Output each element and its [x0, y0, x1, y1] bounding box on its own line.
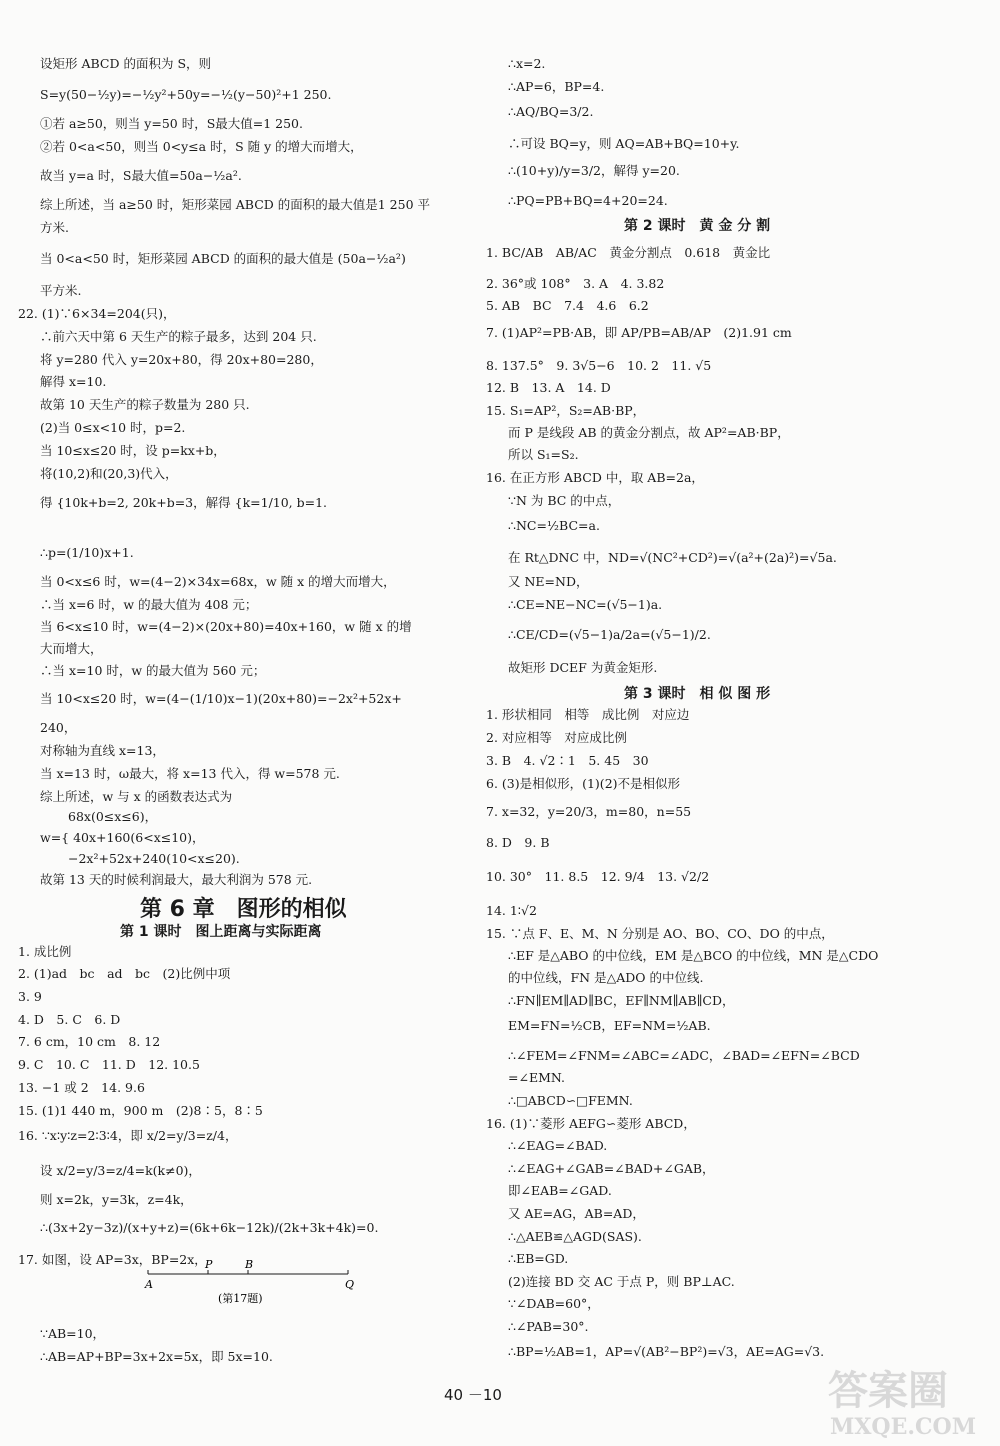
text-line: ∴AQ/BQ=3/2.: [508, 104, 594, 119]
figure-caption: (第17题): [218, 1292, 263, 1305]
text-line: ∴EF 是△ABO 的中位线，EM 是△BCO 的中位线，MN 是△CDO: [508, 948, 879, 963]
text-line: ∴∠PAB=30°.: [508, 1319, 589, 1334]
text-line: 7. 6 cm，10 cm 8. 12: [18, 1034, 161, 1049]
text-line: 1. 形状相同 相等 成比例 对应边: [486, 707, 690, 722]
text-line: 将(10,2)和(20,3)代入，: [40, 466, 178, 481]
text-line: 14. 1∶√2: [486, 903, 537, 918]
text-line: 9. C 10. C 11. D 12. 10.5: [18, 1057, 200, 1072]
text-line: (2)当 0≤x<10 时，p=2.: [40, 420, 186, 435]
text-line: ∴(3x+2y−3z)/(x+y+z)=(6k+6k−12k)/(2k+3k+4k)=0.: [40, 1220, 379, 1235]
text-line: 13. −1 或 2 14. 9.6: [18, 1080, 145, 1095]
text-line: 故矩形 DCEF 为黄金矩形.: [508, 660, 658, 675]
text-line: 2. 36°或 108° 3. A 4. 3.82: [486, 276, 665, 291]
text-line: ∴x=2.: [508, 56, 546, 71]
point-b-label: B: [245, 1258, 254, 1271]
text-line: 1. BC/AB AB/AC 黄金分割点 0.618 黄金比: [486, 245, 771, 260]
text-line: 平方米.: [40, 283, 82, 298]
text-line: 故第 13 天的时候利润最大，最大利润为 578 元.: [40, 872, 313, 887]
text-line: 故当 y=a 时，S最大值=50a−½a².: [40, 168, 242, 183]
text-line: 15. ∵点 F、E、M、N 分别是 AO、BO、CO、DO 的中点，: [486, 926, 834, 941]
text-line: ∴∠EAG+∠GAB=∠BAD+∠GAB，: [508, 1161, 715, 1176]
text-line: (2)连接 BD 交 AC 于点 P，则 BP⊥AC.: [508, 1274, 735, 1289]
text-line: EM=FN=½CB，EF=NM=½AB.: [508, 1018, 711, 1033]
text-line: ∴CE/CD=(√5−1)a/2a=(√5−1)/2.: [508, 627, 711, 642]
text-line: 6. (3)是相似形，(1)(2)不是相似形: [486, 776, 681, 791]
page-number: 40 －10: [444, 1386, 502, 1404]
text-line: =∠EMN.: [508, 1070, 565, 1085]
text-line: ∵N 为 BC 的中点，: [508, 493, 621, 508]
text-line: ∴EB=GD.: [508, 1251, 569, 1266]
text-line: 而 P 是线段 AB 的黄金分割点，故 AP²=AB·BP，: [508, 425, 790, 440]
text-line: 对称轴为直线 x=13，: [40, 743, 165, 758]
text-line: 16. (1)∵菱形 AEFG∽菱形 ABCD，: [486, 1116, 696, 1131]
text-line: 17. 如图，设 AP=3x，BP=2x，: [18, 1252, 207, 1267]
text-line: ∴△AEB≌△AGD(SAS).: [508, 1229, 642, 1244]
text-line: w={ 40x+160(6<x≤10)，: [40, 830, 205, 845]
text-line: ∴NC=½BC=a.: [508, 518, 600, 533]
text-line: ∴□ABCD∽□FEMN.: [508, 1093, 633, 1108]
text-line: 当 6<x≤10 时，w=(4−2)×(20x+80)=40x+160，w 随 x 的增: [40, 619, 412, 634]
text-line: 2. (1)ad bc ad bc (2)比例中项: [18, 966, 231, 981]
text-line: 12. B 13. A 14. D: [486, 380, 611, 395]
text-line: ∴当 x=10 时，w 的最大值为 560 元；: [40, 663, 266, 678]
text-line: S=y(50−½y)=−½y²+50y=−½(y−50)²+1 250.: [40, 87, 332, 102]
segment-figure: [145, 1258, 408, 1306]
text-line: 当 x=13 时，ω最大，将 x=13 代入，得 w=578 元.: [40, 766, 340, 781]
text-line: ∵AB=10，: [40, 1326, 106, 1341]
text-line: ∴当 x=6 时，w 的最大值为 408 元；: [40, 597, 258, 612]
text-line: 1. 成比例: [18, 944, 72, 959]
text-line: 3. 9: [18, 989, 42, 1004]
text-line: 16. ∵x∶y∶z=2∶3∶4，即 x/2=y/3=z/4，: [18, 1128, 238, 1143]
text-line: 15. S₁=AP²，S₂=AB·BP，: [486, 403, 646, 418]
text-line: ∴PQ=PB+BQ=4+20=24.: [508, 193, 668, 208]
text-line: ∴(10+y)/y=3/2，解得 y=20.: [508, 163, 680, 178]
text-line: 7. x=32，y=20/3，m=80，n=55: [486, 804, 692, 819]
text-line: 4. D 5. C 6. D: [18, 1012, 121, 1027]
text-line: 的中位线，FN 是△ADO 的中位线.: [508, 970, 704, 985]
lesson-title: 第 2 课时 黄 金 分 割: [624, 218, 771, 234]
text-line: ∴p=(1/10)x+1.: [40, 545, 134, 560]
text-line: −2x²+52x+240(10<x≤20).: [68, 851, 240, 866]
text-line: ∴前六天中第 6 天生产的粽子最多，达到 204 只.: [40, 329, 317, 344]
text-line: 3. B 4. √2∶1 5. 45 30: [486, 753, 649, 768]
text-line: 方米.: [40, 220, 69, 235]
text-line: 15. (1)1 440 m，900 m (2)8∶5，8∶5: [18, 1103, 263, 1118]
text-line: 当 0<x≤6 时，w=(4−2)×34x=68x，w 随 x 的增大而增大，: [40, 574, 396, 589]
text-line: ∴FN∥EM∥AD∥BC，EF∥NM∥AB∥CD，: [508, 993, 735, 1008]
text-line: 10. 30° 11. 8.5 12. 9/4 13. √2/2: [486, 869, 710, 884]
text-line: 22. (1)∵6×34=204(只)，: [18, 306, 176, 321]
chapter-title: 第 6 章 图形的相似: [140, 897, 347, 922]
text-line: ∴CE=NE−NC=(√5−1)a.: [508, 597, 663, 612]
point-q-label: Q: [345, 1278, 355, 1291]
text-line: 所以 S₁=S₂.: [508, 447, 579, 462]
text-line: ①若 a≥50，则当 y=50 时，S最大值=1 250.: [40, 116, 303, 131]
text-line: 240，: [40, 720, 77, 735]
text-line: 即∠EAB=∠GAD.: [508, 1183, 612, 1198]
point-a-label: A: [145, 1278, 153, 1291]
text-line: ∴可设 BQ=y，则 AQ=AB+BQ=10+y.: [508, 136, 740, 151]
text-line: 16. 在正方形 ABCD 中，取 AB=2a，: [486, 470, 704, 485]
text-line: 大而增大，: [40, 641, 103, 656]
text-line: 设 x/2=y/3=z/4=k(k≠0)，: [40, 1163, 201, 1178]
lesson-title: 第 1 课时 图上距离与实际距离: [120, 924, 322, 940]
text-line: ∴AB=AP+BP=3x+2x=5x，即 5x=10.: [40, 1349, 273, 1364]
text-line: 2. 对应相等 对应成比例: [486, 730, 627, 745]
text-line: ∵∠DAB=60°，: [508, 1296, 600, 1311]
text-line: 7. (1)AP²=PB·AB，即 AP/PB=AB/AP (2)1.91 cm: [486, 325, 792, 340]
text-line: 68x(0≤x≤6)，: [68, 809, 158, 824]
text-line: 8. 137.5° 9. 3√5−6 10. 2 11. √5: [486, 358, 712, 373]
text-line: 得 {10k+b=2, 20k+b=3，解得 {k=1/10, b=1.: [40, 495, 328, 510]
text-line: 5. AB BC 7.4 4.6 6.2: [486, 298, 649, 313]
text-line: ∴AP=6，BP=4.: [508, 79, 605, 94]
text-line: 又 AE=AG，AB=AD，: [508, 1206, 645, 1221]
lesson-title: 第 3 课时 相 似 图 形: [624, 686, 771, 702]
text-line: 8. D 9. B: [486, 835, 550, 850]
watermark-url: MXQE.COM: [830, 1414, 977, 1440]
watermark-logo: [818, 1360, 988, 1442]
text-line: 又 NE=ND，: [508, 574, 589, 589]
point-p-label: P: [205, 1258, 213, 1271]
text-line: ∴∠FEM=∠FNM=∠ABC=∠ADC，∠BAD=∠EFN=∠BCD: [508, 1048, 860, 1063]
text-line: 将 y=280 代入 y=20x+80，得 20x+80=280，: [40, 352, 323, 367]
watermark-text: 答案圈: [828, 1367, 948, 1414]
text-line: 当 0<a<50 时，矩形菜园 ABCD 的面积的最大值是 (50a−½a²): [40, 251, 406, 266]
text-line: 当 10<x≤20 时，w=(4−(1/10)x−1)(20x+80)=−2x²+52x+: [40, 691, 402, 706]
text-line: ∴BP=½AB=1，AP=√(AB²−BP²)=√3，AE=AG=√3.: [508, 1344, 825, 1359]
text-line: 综上所述，当 a≥50 时，矩形菜园 ABCD 的面积的最大值是1 250 平: [40, 197, 431, 212]
text-line: 解得 x=10.: [40, 374, 107, 389]
text-line: ②若 0<a<50，则当 0<y≤a 时，S 随 y 的增大而增大，: [40, 139, 363, 154]
text-line: 故第 10 天生产的粽子数量为 280 只.: [40, 397, 250, 412]
text-line: 当 10≤x≤20 时，设 p=kx+b，: [40, 443, 226, 458]
text-line: 则 x=2k，y=3k，z=4k，: [40, 1192, 193, 1207]
text-line: 设矩形 ABCD 的面积为 S，则: [40, 56, 212, 71]
text-line: 在 Rt△DNC 中，ND=√(NC²+CD²)=√(a²+(2a)²)=√5a.: [508, 550, 837, 565]
text-line: 综上所述，w 与 x 的函数表达式为: [40, 789, 233, 804]
text-line: ∴∠EAG=∠BAD.: [508, 1138, 608, 1153]
